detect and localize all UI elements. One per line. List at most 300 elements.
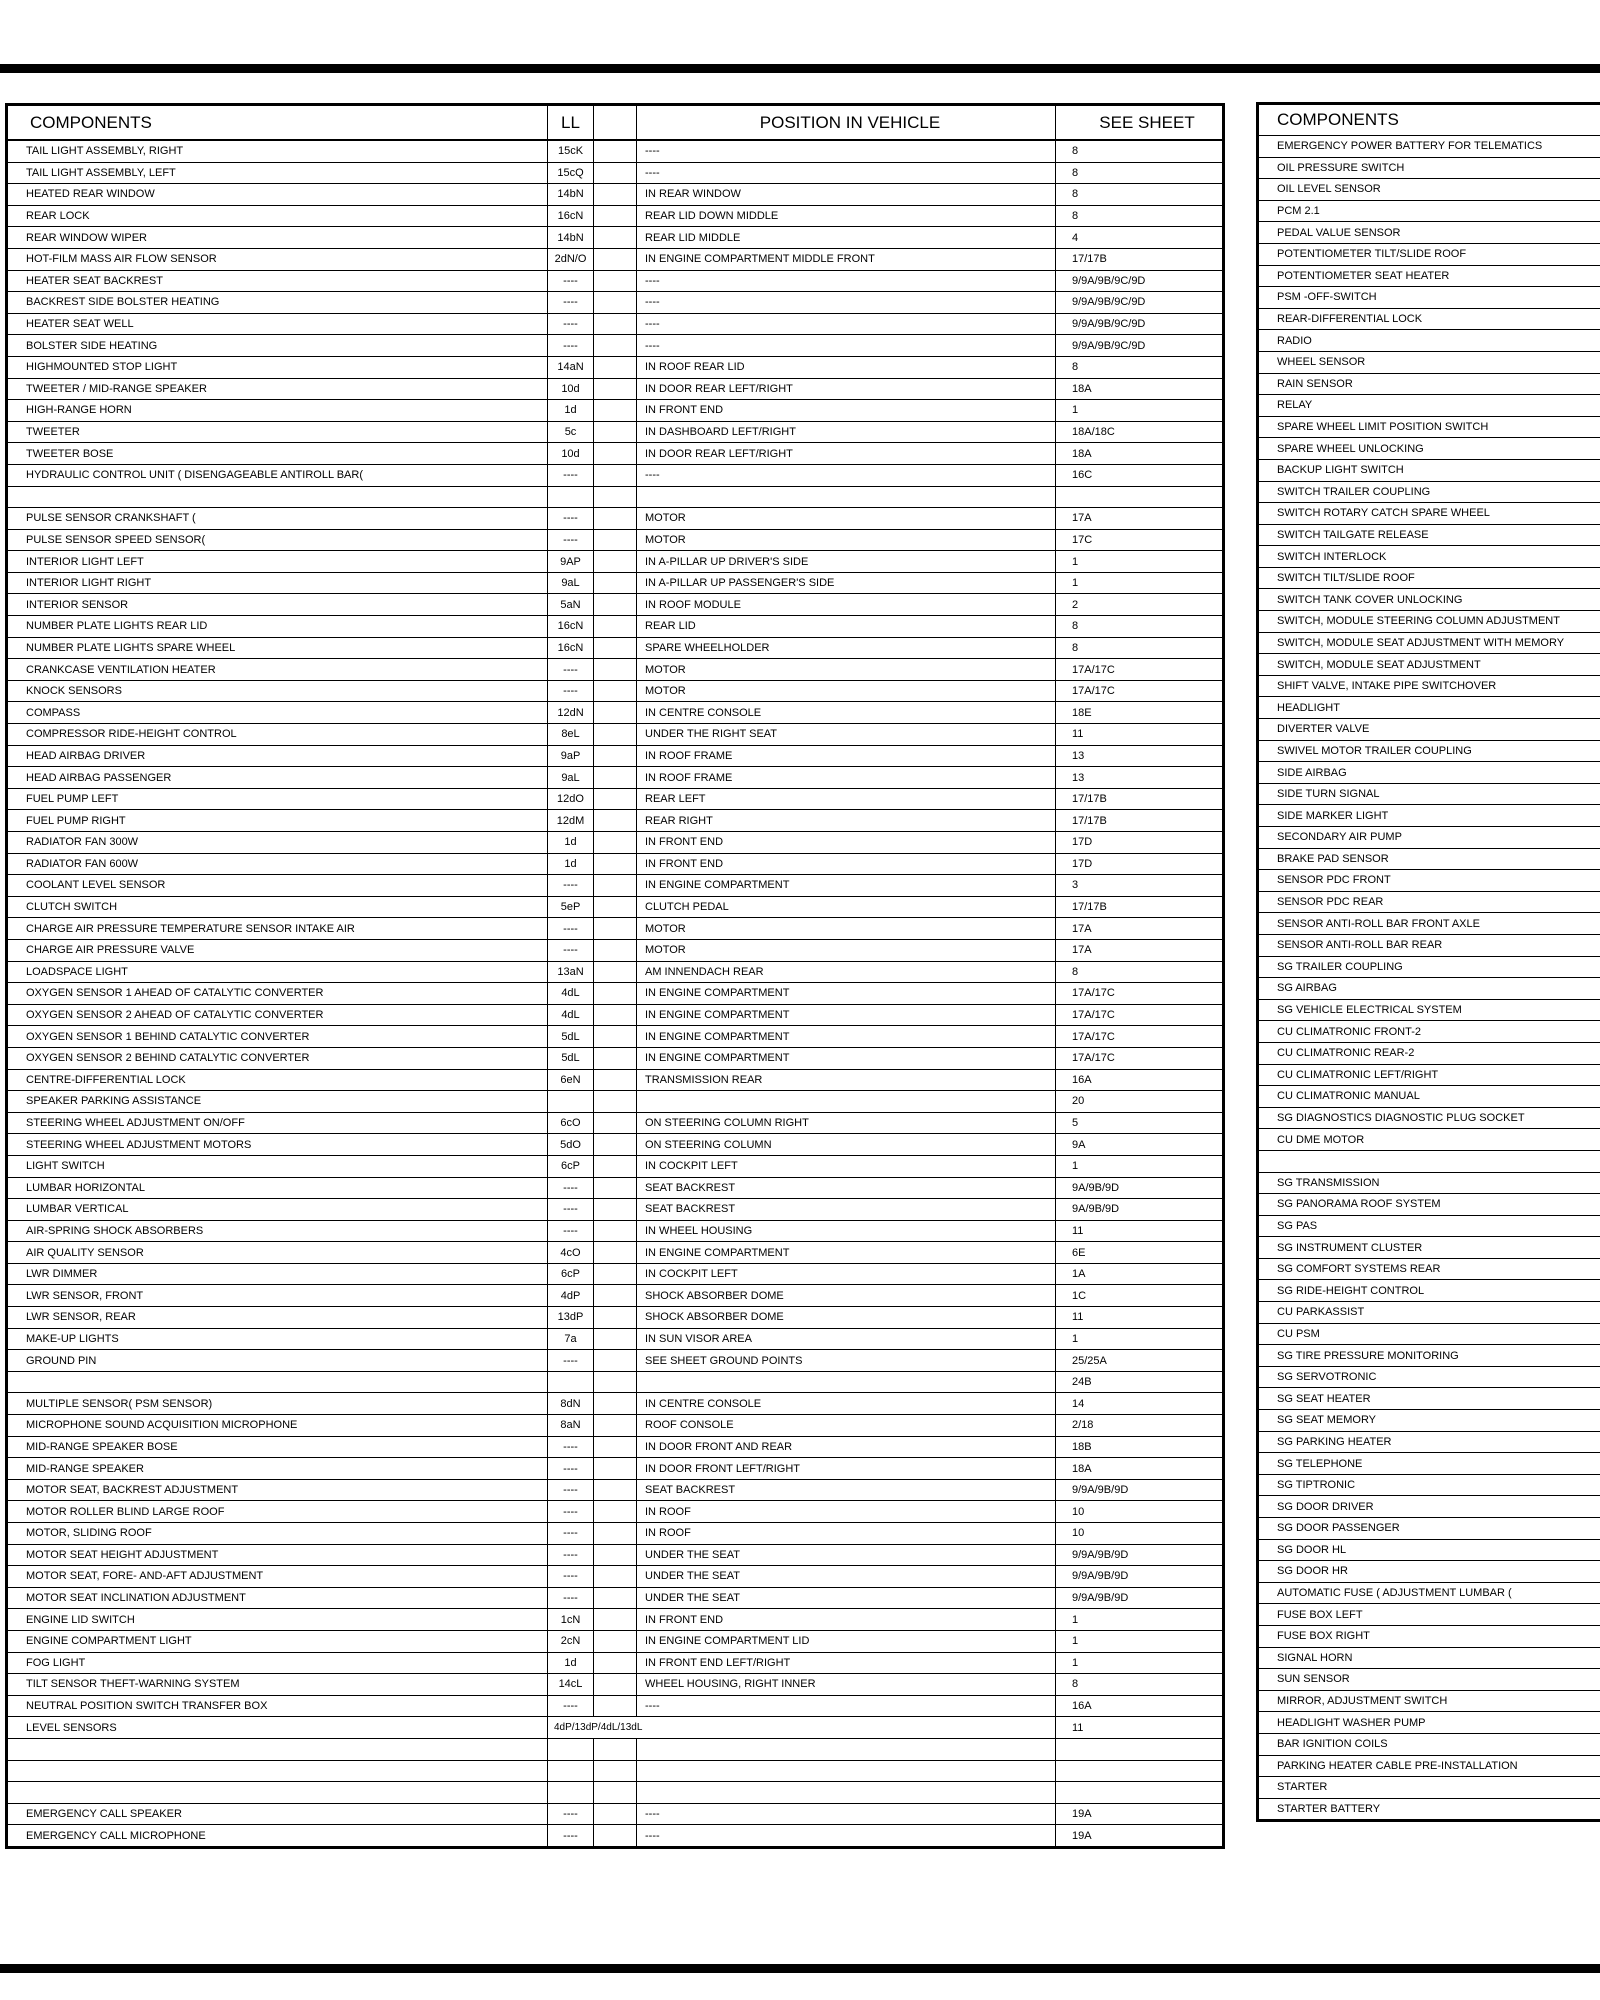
blank-cell (594, 227, 637, 249)
component-cell: BACKUP LIGHT SWITCH (1258, 459, 1600, 481)
component-cell: TWEETER BOSE (7, 443, 548, 465)
table-row (7, 1415, 1224, 1437)
table-row (7, 421, 1224, 443)
component-cell: OXYGEN SENSOR 2 BEHIND CATALYTIC CONVERTER (7, 1047, 548, 1069)
position-cell: IN A-PILLAR UP DRIVER'S SIDE (637, 551, 1056, 573)
position-cell: IN ROOF (637, 1523, 1056, 1545)
component-cell: LUMBAR HORIZONTAL (7, 1177, 548, 1199)
position-cell: IN ENGINE COMPARTMENT (637, 1242, 1056, 1264)
component-cell: FOG LIGHT (7, 1652, 548, 1674)
component-cell: SIDE AIRBAG (1258, 762, 1600, 784)
sheet-cell: 17A (1056, 918, 1224, 940)
ll-cell: 6cP (548, 1155, 594, 1177)
table-row (7, 983, 1224, 1005)
component-cell: HEADLIGHT (1258, 697, 1600, 719)
table-row (7, 1458, 1224, 1480)
position-cell: REAR LID (637, 616, 1056, 638)
sheet-cell: 13 (1056, 745, 1224, 767)
position-cell: ROOF CONSOLE (637, 1415, 1056, 1437)
component-cell: PULSE SENSOR CRANKSHAFT ( (7, 508, 548, 530)
ll-cell: ---- (548, 1220, 594, 1242)
position-cell: REAR LID MIDDLE (637, 227, 1056, 249)
table-row (1258, 1064, 1600, 1086)
position-cell: IN FRONT END (637, 853, 1056, 875)
blank-cell (594, 1630, 637, 1652)
table-row (7, 1479, 1224, 1501)
sheet-cell: 10 (1056, 1501, 1224, 1523)
position-cell: MOTOR (637, 659, 1056, 681)
blank-cell (594, 1760, 637, 1782)
ll-cell: 14aN (548, 356, 594, 378)
blank-cell (594, 1479, 637, 1501)
table-row (1258, 1410, 1600, 1432)
component-cell: SWITCH, MODULE SEAT ADJUSTMENT WITH MEMORY (1258, 632, 1600, 654)
position-cell: UNDER THE SEAT (637, 1544, 1056, 1566)
component-cell: RADIATOR FAN 300W (7, 832, 548, 854)
position-cell: MOTOR (637, 529, 1056, 551)
blank-cell (594, 1501, 637, 1523)
blank-cell (594, 1825, 637, 1848)
table-row (7, 1199, 1224, 1221)
component-cell: SWITCH, MODULE STEERING COLUMN ADJUSTMENT (1258, 611, 1600, 633)
position-cell: IN ENGINE COMPARTMENT (637, 1026, 1056, 1048)
blank-cell (594, 1199, 637, 1221)
table-row (1258, 200, 1600, 222)
position-cell: ---- (637, 292, 1056, 314)
sheet-cell: 17A/17C (1056, 1004, 1224, 1026)
component-cell: SG SERVOTRONIC (1258, 1366, 1600, 1388)
ll-cell: 5dO (548, 1134, 594, 1156)
sheet-cell: 18A/18C (1056, 421, 1224, 443)
sheet-cell: 1 (1056, 1630, 1224, 1652)
component-cell: FUSE BOX RIGHT (1258, 1625, 1600, 1647)
position-cell: IN ENGINE COMPARTMENT (637, 875, 1056, 897)
ll-cell: ---- (548, 1544, 594, 1566)
table-row (1258, 503, 1600, 525)
blank-cell (594, 896, 637, 918)
table-row (1258, 1453, 1600, 1475)
blank-cell (594, 1069, 637, 1091)
ll-cell: 10d (548, 443, 594, 465)
ll-cell (548, 1091, 594, 1113)
table-row (1258, 1669, 1600, 1691)
component-cell: SWITCH TILT/SLIDE ROOF (1258, 567, 1600, 589)
sheet-cell: 9/9A/9B/9D (1056, 1566, 1224, 1588)
blank-cell (594, 184, 637, 206)
component-cell: FUEL PUMP LEFT (7, 788, 548, 810)
table-row (7, 1285, 1224, 1307)
ll-cell: 1d (548, 832, 594, 854)
table-row (7, 1177, 1224, 1199)
component-cell: CU CLIMATRONIC LEFT/RIGHT (1258, 1064, 1600, 1086)
ll-cell: 4dL (548, 983, 594, 1005)
table-row (7, 1242, 1224, 1264)
ll-cell: ---- (548, 313, 594, 335)
ll-cell (548, 1738, 594, 1760)
component-cell: SENSOR PDC FRONT (1258, 870, 1600, 892)
table-row (1258, 675, 1600, 697)
table-row (7, 594, 1224, 616)
ll-cell: 1cN (548, 1609, 594, 1631)
table-row (1258, 287, 1600, 309)
sheet-cell: 17/17B (1056, 896, 1224, 918)
table-row (1258, 697, 1600, 719)
component-cell: LOADSPACE LIGHT (7, 961, 548, 983)
component-cell: HEADLIGHT WASHER PUMP (1258, 1712, 1600, 1734)
blank-cell (594, 464, 637, 486)
table-row (7, 1436, 1224, 1458)
component-cell: PSM -OFF-SWITCH (1258, 287, 1600, 309)
table-row (1258, 956, 1600, 978)
table-row (7, 680, 1224, 702)
sheet-cell: 9/9A/9B/9C/9D (1056, 270, 1224, 292)
component-cell: SPEAKER PARKING ASSISTANCE (7, 1091, 548, 1113)
blank-cell (594, 1220, 637, 1242)
component-cell: PULSE SENSOR SPEED SENSOR( (7, 529, 548, 551)
sheet-cell: 17/17B (1056, 248, 1224, 270)
component-cell: HEATED REAR WINDOW (7, 184, 548, 206)
component-cell: MULTIPLE SENSOR( PSM SENSOR) (7, 1393, 548, 1415)
table-row (1258, 934, 1600, 956)
sheet-cell: 9/9A/9B/9C/9D (1056, 292, 1224, 314)
table-row (1258, 1625, 1600, 1647)
components-table (5, 103, 1225, 1849)
blank-cell (594, 788, 637, 810)
sheet-cell: 9/9A/9B/9D (1056, 1544, 1224, 1566)
table-row (1258, 719, 1600, 741)
blank-cell (594, 1609, 637, 1631)
component-cell: FUSE BOX LEFT (1258, 1604, 1600, 1626)
component-cell: CLUTCH SWITCH (7, 896, 548, 918)
ll-cell: 16cN (548, 637, 594, 659)
position-cell: IN COCKPIT LEFT (637, 1155, 1056, 1177)
components-table-header (7, 105, 1224, 141)
table-row (7, 1695, 1224, 1717)
component-cell: AIR QUALITY SENSOR (7, 1242, 548, 1264)
table-row (1258, 1345, 1600, 1367)
ll-cell: ---- (548, 1199, 594, 1221)
position-cell (637, 1738, 1056, 1760)
table-row (7, 508, 1224, 530)
blank-cell (594, 875, 637, 897)
table-row (7, 1134, 1224, 1156)
blank-cell (594, 702, 637, 724)
ll-cell: 16cN (548, 205, 594, 227)
position-cell: MOTOR (637, 680, 1056, 702)
table-row (7, 248, 1224, 270)
table-row (7, 1609, 1224, 1631)
table-row (7, 1220, 1224, 1242)
sheet-cell: 1 (1056, 1652, 1224, 1674)
sheet-cell: 1 (1056, 551, 1224, 573)
table-row (1258, 1129, 1600, 1151)
blank-cell (594, 918, 637, 940)
blank-cell (594, 810, 637, 832)
component-cell: BACKREST SIDE BOLSTER HEATING (7, 292, 548, 314)
ll-cell: ---- (548, 335, 594, 357)
sheet-cell: 9A/9B/9D (1056, 1199, 1224, 1221)
component-cell: POTENTIOMETER TILT/SLIDE ROOF (1258, 243, 1600, 265)
position-cell: SHOCK ABSORBER DOME (637, 1307, 1056, 1329)
blank-cell (594, 572, 637, 594)
table-row (1258, 1194, 1600, 1216)
component-cell: SG PAS (1258, 1215, 1600, 1237)
blank-cell (594, 378, 637, 400)
position-cell: IN ROOF MODULE (637, 594, 1056, 616)
component-cell: EMERGENCY CALL MICROPHONE (7, 1825, 548, 1848)
position-cell: TRANSMISSION REAR (637, 1069, 1056, 1091)
table-row (7, 1263, 1224, 1285)
table-row (7, 1047, 1224, 1069)
blank-cell (594, 1415, 637, 1437)
ll-cell-merged: 4dP/13dP/4dL/13dL (548, 1717, 1056, 1739)
ll-cell: ---- (548, 292, 594, 314)
component-cell: SWITCH INTERLOCK (1258, 546, 1600, 568)
component-cell: MIRROR, ADJUSTMENT SWITCH (1258, 1690, 1600, 1712)
component-cell: COOLANT LEVEL SENSOR (7, 875, 548, 897)
component-cell: MID-RANGE SPEAKER (7, 1458, 548, 1480)
blank-cell (594, 1803, 637, 1825)
table-row (1258, 1561, 1600, 1583)
blank-cell (594, 594, 637, 616)
component-cell: SENSOR ANTI-ROLL BAR REAR (1258, 934, 1600, 956)
table-row (7, 378, 1224, 400)
table-row (7, 1501, 1224, 1523)
position-cell: IN DOOR FRONT LEFT/RIGHT (637, 1458, 1056, 1480)
component-cell: MOTOR SEAT, BACKREST ADJUSTMENT (7, 1479, 548, 1501)
table-row (1258, 1539, 1600, 1561)
component-cell: RADIO (1258, 330, 1600, 352)
component-cell: CRANKCASE VENTILATION HEATER (7, 659, 548, 681)
position-cell: IN ENGINE COMPARTMENT (637, 1047, 1056, 1069)
blank-cell (594, 270, 637, 292)
component-cell: STARTER (1258, 1777, 1600, 1799)
sheet-cell: 24B (1056, 1371, 1224, 1393)
component-cell: OXYGEN SENSOR 2 AHEAD OF CATALYTIC CONVERTER (7, 1004, 548, 1026)
table-row (7, 1350, 1224, 1372)
top-border-band (0, 64, 1600, 73)
blank-cell (594, 356, 637, 378)
component-cell: NUMBER PLATE LIGHTS SPARE WHEEL (7, 637, 548, 659)
table-row (7, 1155, 1224, 1177)
component-cell: SUN SENSOR (1258, 1669, 1600, 1691)
sheet-cell: 18B (1056, 1436, 1224, 1458)
component-cell: EMERGENCY POWER BATTERY FOR TELEMATICS (1258, 136, 1600, 158)
position-cell: MOTOR (637, 918, 1056, 940)
component-cell: MOTOR SEAT HEIGHT ADJUSTMENT (7, 1544, 548, 1566)
table-row (7, 1544, 1224, 1566)
ll-cell: 5dL (548, 1047, 594, 1069)
component-cell: SG SEAT MEMORY (1258, 1410, 1600, 1432)
position-cell: IN WHEEL HOUSING (637, 1220, 1056, 1242)
component-cell: LWR SENSOR, FRONT (7, 1285, 548, 1307)
table-row (7, 724, 1224, 746)
component-cell: LWR SENSOR, REAR (7, 1307, 548, 1329)
ll-cell: ---- (548, 1479, 594, 1501)
table-row (1258, 827, 1600, 849)
table-row (7, 313, 1224, 335)
component-cell: SWITCH TANK COVER UNLOCKING (1258, 589, 1600, 611)
header-ll: LL (548, 105, 594, 141)
component-cell: SWITCH TAILGATE RELEASE (1258, 524, 1600, 546)
components-table-continued (1256, 102, 1600, 1822)
table-row (1258, 740, 1600, 762)
component-cell: ENGINE COMPARTMENT LIGHT (7, 1630, 548, 1652)
position-cell: REAR LID DOWN MIDDLE (637, 205, 1056, 227)
table-row (1258, 1042, 1600, 1064)
table-row (7, 1587, 1224, 1609)
table-row (7, 1069, 1224, 1091)
sheet-cell: 16A (1056, 1069, 1224, 1091)
table-row (1258, 416, 1600, 438)
sheet-cell: 17D (1056, 853, 1224, 875)
table-row (7, 702, 1224, 724)
sheet-cell: 5 (1056, 1112, 1224, 1134)
table-row (7, 270, 1224, 292)
position-cell: MOTOR (637, 508, 1056, 530)
position-cell: IN FRONT END LEFT/RIGHT (637, 1652, 1056, 1674)
component-cell: INTERIOR LIGHT RIGHT (7, 572, 548, 594)
component-cell: LWR DIMMER (7, 1263, 548, 1285)
position-cell: SEE SHEET GROUND POINTS (637, 1350, 1056, 1372)
component-cell: SG SEAT HEATER (1258, 1388, 1600, 1410)
blank-cell (594, 1652, 637, 1674)
sheet-cell: 6E (1056, 1242, 1224, 1264)
component-cell: HEATER SEAT WELL (7, 313, 548, 335)
position-cell: IN CENTRE CONSOLE (637, 702, 1056, 724)
sheet-cell: 13 (1056, 767, 1224, 789)
component-cell: CHARGE AIR PRESSURE TEMPERATURE SENSOR INTAKE AIR (7, 918, 548, 940)
table-row (7, 1307, 1224, 1329)
table-row (1258, 1798, 1600, 1821)
blank-cell (594, 313, 637, 335)
ll-cell (548, 1782, 594, 1804)
blank-cell (594, 680, 637, 702)
table-row (7, 616, 1224, 638)
table-row (7, 464, 1224, 486)
component-cell: CENTRE-DIFFERENTIAL LOCK (7, 1069, 548, 1091)
ll-cell: 8dN (548, 1393, 594, 1415)
position-cell: IN ENGINE COMPARTMENT MIDDLE FRONT (637, 248, 1056, 270)
blank-cell (594, 1523, 637, 1545)
table-row (1258, 1777, 1600, 1799)
component-cell: SG DOOR HR (1258, 1561, 1600, 1583)
table-row (1258, 611, 1600, 633)
ll-cell: 5aN (548, 594, 594, 616)
bottom-border-band (0, 1964, 1600, 1973)
blank-cell (594, 421, 637, 443)
ll-cell: ---- (548, 1587, 594, 1609)
ll-cell: 6cO (548, 1112, 594, 1134)
position-cell (637, 1760, 1056, 1782)
component-cell: HEATER SEAT BACKREST (7, 270, 548, 292)
sheet-cell (1056, 1782, 1224, 1804)
sheet-cell: 9/9A/9B/9D (1056, 1479, 1224, 1501)
table-row (7, 1652, 1224, 1674)
ll-cell (548, 1371, 594, 1393)
position-cell (637, 1091, 1056, 1113)
sheet-cell: 9/9A/9B/9C/9D (1056, 335, 1224, 357)
table-row (7, 1782, 1224, 1804)
component-cell: PARKING HEATER CABLE PRE-INSTALLATION (1258, 1755, 1600, 1777)
blank-cell (594, 1134, 637, 1156)
table-row (7, 853, 1224, 875)
position-cell: UNDER THE SEAT (637, 1566, 1056, 1588)
header-position-in-vehicle: POSITION IN VEHICLE (637, 105, 1056, 141)
ll-cell: 14bN (548, 184, 594, 206)
table-row (7, 1825, 1224, 1848)
table-row (7, 572, 1224, 594)
table-row (1258, 1302, 1600, 1324)
ll-cell: ---- (548, 270, 594, 292)
ll-cell: 9aL (548, 767, 594, 789)
sheet-cell: 9/9A/9B/9D (1056, 1587, 1224, 1609)
component-cell: SWIVEL MOTOR TRAILER COUPLING (1258, 740, 1600, 762)
component-cell: MOTOR SEAT, FORE- AND-AFT ADJUSTMENT (7, 1566, 548, 1588)
ll-cell: ---- (548, 1566, 594, 1588)
position-cell: IN DOOR FRONT AND REAR (637, 1436, 1056, 1458)
ll-cell: ---- (548, 875, 594, 897)
sheet-cell: 17A/17C (1056, 659, 1224, 681)
table-row (1258, 1431, 1600, 1453)
blank-cell (594, 1782, 637, 1804)
table-row (7, 400, 1224, 422)
position-cell: ---- (637, 1825, 1056, 1848)
table-row (1258, 805, 1600, 827)
component-cell: MOTOR SEAT INCLINATION ADJUSTMENT (7, 1587, 548, 1609)
table-row (1258, 1690, 1600, 1712)
table-row (1258, 1215, 1600, 1237)
blank-cell (594, 1371, 637, 1393)
table-row (7, 745, 1224, 767)
position-cell (637, 1782, 1056, 1804)
sheet-cell: 9A (1056, 1134, 1224, 1156)
component-cell: SG TRANSMISSION (1258, 1172, 1600, 1194)
position-cell: IN A-PILLAR UP PASSENGER'S SIDE (637, 572, 1056, 594)
blank-cell (594, 659, 637, 681)
table-row (1258, 308, 1600, 330)
ll-cell: ---- (548, 680, 594, 702)
blank-cell (594, 745, 637, 767)
ll-cell: ---- (548, 659, 594, 681)
component-cell: SIGNAL HORN (1258, 1647, 1600, 1669)
ll-cell: 2dN/O (548, 248, 594, 270)
sheet-cell: 3 (1056, 875, 1224, 897)
blank-cell (594, 551, 637, 573)
blank-cell (594, 1263, 637, 1285)
component-cell: LEVEL SENSORS (7, 1717, 548, 1739)
blank-cell (594, 1177, 637, 1199)
component-cell: RADIATOR FAN 600W (7, 853, 548, 875)
blank-cell (594, 637, 637, 659)
ll-cell: ---- (548, 529, 594, 551)
position-cell: IN FRONT END (637, 832, 1056, 854)
component-cell: SG DOOR HL (1258, 1539, 1600, 1561)
sheet-cell: 2/18 (1056, 1415, 1224, 1437)
position-cell: IN ROOF REAR LID (637, 356, 1056, 378)
table-row (7, 1091, 1224, 1113)
component-cell: STEERING WHEEL ADJUSTMENT ON/OFF (7, 1112, 548, 1134)
position-cell: IN DOOR REAR LEFT/RIGHT (637, 378, 1056, 400)
ll-cell: 6eN (548, 1069, 594, 1091)
table-row (7, 1803, 1224, 1825)
position-cell (637, 1371, 1056, 1393)
ll-cell: ---- (548, 918, 594, 940)
component-cell: HYDRAULIC CONTROL UNIT ( DISENGAGEABLE ANTIROLL BAR( (7, 464, 548, 486)
blank-cell (594, 1328, 637, 1350)
component-cell: SECONDARY AIR PUMP (1258, 827, 1600, 849)
blank-cell (594, 1091, 637, 1113)
